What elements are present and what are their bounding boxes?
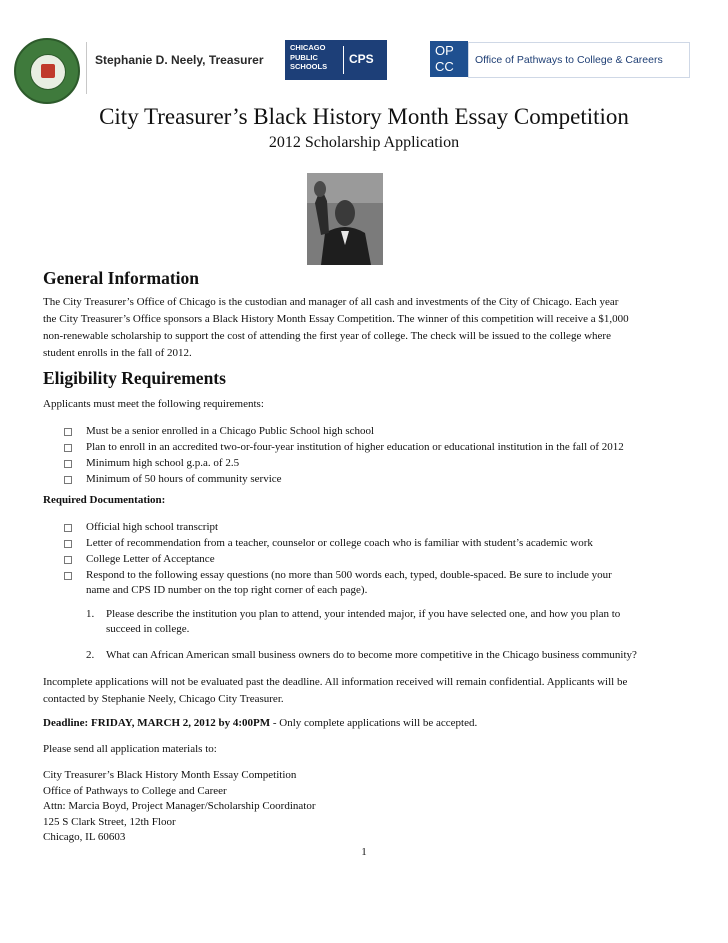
- list-item: College Letter of Acceptance: [86, 553, 215, 565]
- bullet-icon: [64, 460, 72, 468]
- list-item: Respond to the following essay questions (no more than 500 words each, typed, double-spaced. Be sure to include your: [86, 569, 612, 581]
- list-item: Plan to enroll in an accredited two-or-four-year institution of higher education or educational institution in the fall of 2012: [86, 441, 624, 453]
- header-divider: [86, 42, 87, 94]
- page-subtitle: 2012 Scholarship Application: [268, 134, 460, 151]
- address-line: City Treasurer’s Black History Month Essay Competition: [43, 769, 297, 781]
- notice-paragraph: [43, 674, 693, 708]
- text-line: non-renewable scholarship to support the cost of attending the first year of college. The check will be issued to the college where: [43, 330, 611, 342]
- documentation-heading: Required Documentation:: [43, 494, 166, 506]
- cps-logo-line: CHICAGO: [290, 43, 326, 52]
- list-item: Must be a senior enrolled in a Chicago Public School high school: [86, 425, 375, 437]
- text-line: Incomplete applications will not be evaluated past the deadline. All information received will remain confidential. Applicants will be: [43, 676, 628, 688]
- cps-logo: [285, 40, 387, 80]
- question-number: 1.: [86, 608, 95, 620]
- cps-logo-abbr: CPS: [349, 52, 374, 66]
- treasurer-name: Stephanie D. Neely, Treasurer: [95, 53, 264, 67]
- address-line: Attn: Marcia Boyd, Project Manager/Scholarship Coordinator: [43, 800, 316, 812]
- address-line: 125 S Clark Street, 12th Floor: [43, 815, 176, 828]
- text-line: student enrolls in the fall of 2012.: [43, 347, 192, 359]
- deadline-line: [43, 715, 693, 732]
- bullet-icon: [64, 476, 72, 484]
- list-item-continuation: name and CPS ID number on the top right corner of each page).: [86, 584, 368, 596]
- eligibility-heading: Eligibility Requirements: [43, 368, 226, 388]
- city-seal-logo: [14, 38, 80, 104]
- address-line: Office of Pathways to College and Career: [43, 784, 227, 797]
- opcc-name: Office of Pathways to College & Careers: [475, 54, 663, 66]
- general-paragraph: [43, 294, 693, 362]
- address-line: Chicago, IL 60603: [43, 831, 126, 843]
- portrait-photo: [307, 173, 383, 265]
- opcc-abbr-line: OP: [435, 43, 454, 58]
- list-item: Letter of recommendation from a teacher, counselor or college coach who is familiar with student’s academic work: [86, 537, 593, 549]
- opcc-name-band: [468, 42, 690, 78]
- essay-question: Please describe the institution you plan to attend, your intended major, if you have selected one, and how you plan to: [106, 608, 621, 620]
- cps-logo-line: PUBLIC: [290, 52, 318, 62]
- question-number: 2.: [86, 649, 95, 661]
- send-to-text: Please send all application materials to:: [43, 743, 217, 755]
- opcc-abbr-line: CC: [435, 59, 454, 74]
- page-number: 1: [361, 846, 367, 858]
- text-line: The City Treasurer’s Office of Chicago is the custodian and manager of all cash and investments of the City of Chicago. Each year: [43, 296, 619, 308]
- text-line: contacted by Stephanie Neely, Chicago City Treasurer.: [43, 693, 284, 705]
- essay-question-continuation: succeed in college.: [106, 623, 190, 635]
- page-title: City Treasurer’s Black History Month Essay Competition: [99, 104, 629, 129]
- list-item: Minimum of 50 hours of community service: [86, 473, 282, 485]
- bullet-icon: [64, 524, 72, 532]
- essay-question: What can African American small business owners do to become more competitive in the Chicago business community?: [106, 649, 637, 661]
- mailing-address: [43, 768, 693, 846]
- deadline-date: Deadline: FRIDAY, MARCH 2, 2012 by 4:00PM: [43, 717, 271, 729]
- bullet-icon: [64, 444, 72, 452]
- bullet-icon: [64, 556, 72, 564]
- general-heading: General Information: [43, 268, 200, 288]
- bullet-icon: [64, 428, 72, 436]
- opcc-logo: [430, 41, 468, 77]
- deadline-note: - Only complete applications will be accepted.: [270, 717, 478, 729]
- text-line: the City Treasurer’s Office sponsors a Black History Month Essay Competition. The winner of this competition will receive a $1,000: [43, 313, 629, 325]
- eligibility-intro: Applicants must meet the following requirements:: [43, 398, 264, 410]
- cps-logo-line: SCHOOLS: [290, 62, 328, 71]
- list-item: Official high school transcript: [86, 521, 219, 533]
- bullet-icon: [64, 572, 72, 580]
- bullet-icon: [64, 540, 72, 548]
- list-item: Minimum high school g.p.a. of 2.5: [86, 457, 240, 469]
